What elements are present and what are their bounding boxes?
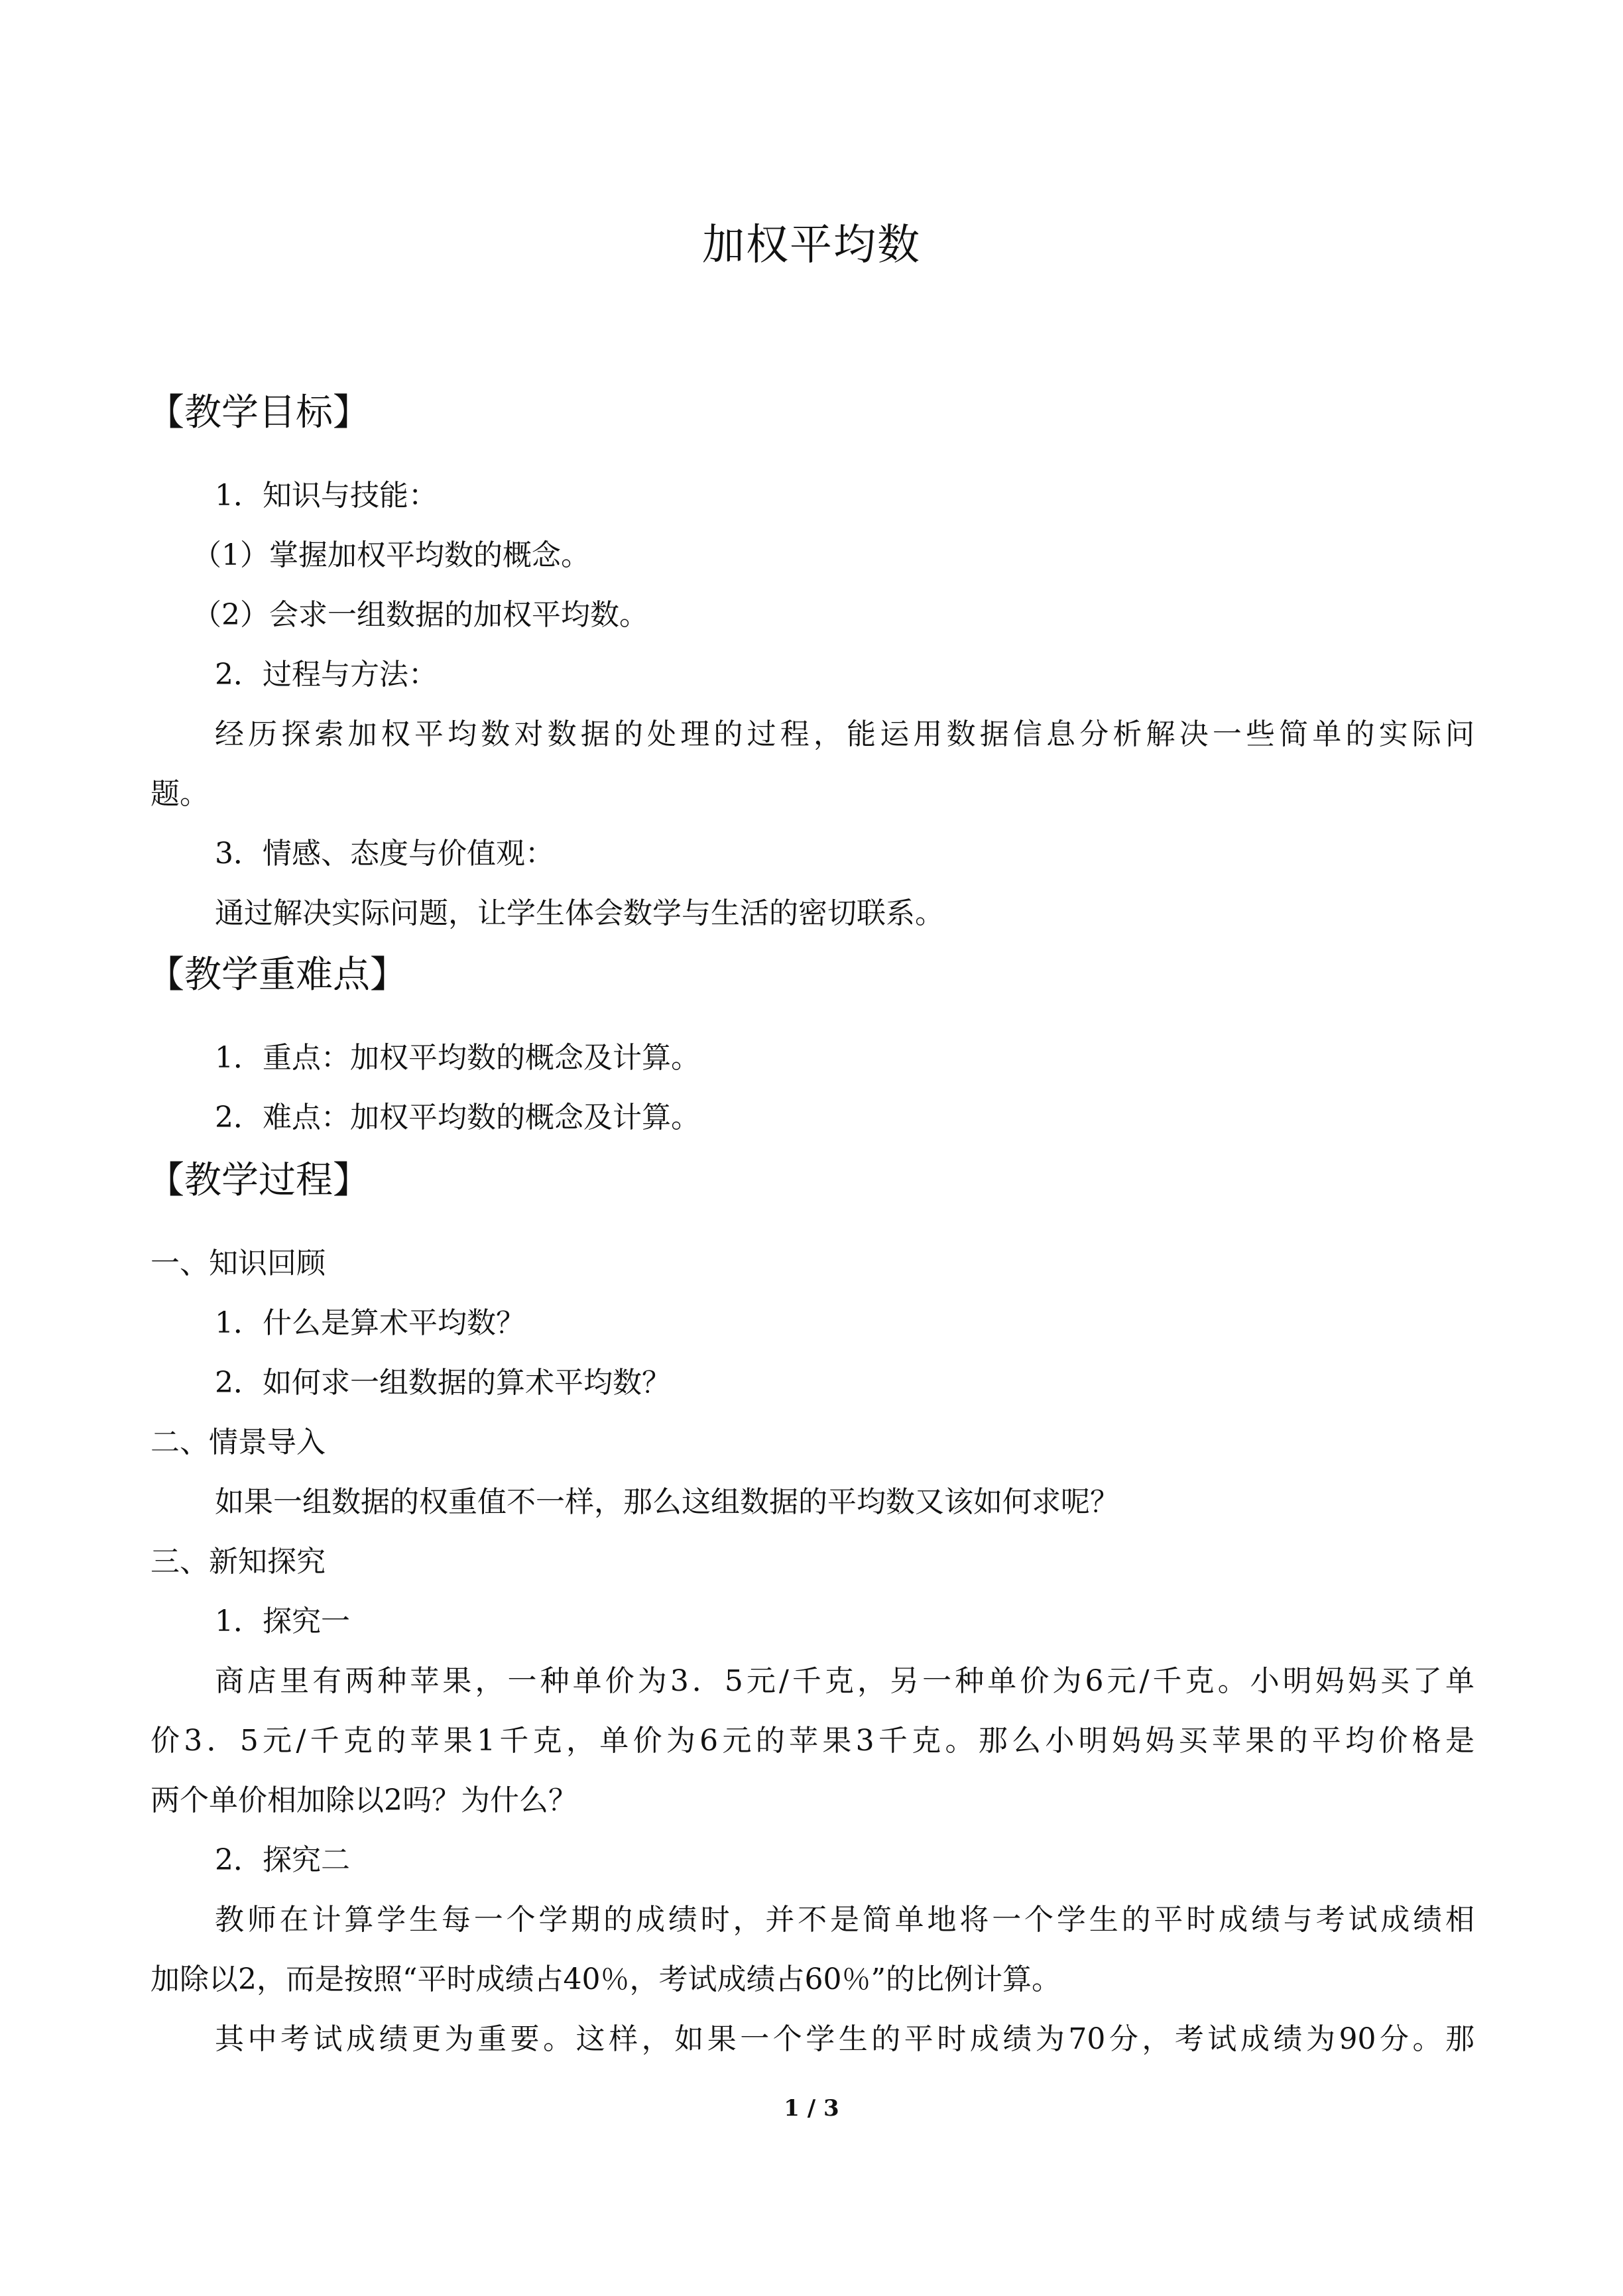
process-line: 其中考试成绩更为重要。这样，如果一个学生的平时成绩为70分，考试成绩为90分。那: [215, 2022, 1474, 2056]
process-line: 2．如何求一组数据的算术平均数？: [215, 1366, 671, 1400]
process-line: 商店里有两种苹果，一种单价为3．5元/千克，另一种单价为6元/千克。小明妈妈买了单: [215, 1664, 1474, 1698]
process-line: 三、新知探究: [150, 1545, 326, 1579]
process-line: 二、情景导入: [150, 1425, 326, 1459]
key-point-line: 2．难点：加权平均数的概念及计算。: [215, 1101, 700, 1134]
document-title: 加权平均数: [702, 221, 921, 270]
process-line: 两个单价相加除以2吗？为什么？: [150, 1783, 577, 1817]
section-heading-key-points: 【教学重难点】: [147, 953, 407, 997]
section-heading-objectives: 【教学目标】: [147, 391, 370, 434]
objective-line: 通过解决实际问题，让学生体会数学与生活的密切联系。: [215, 896, 944, 930]
objective-line: （2）会求一组数据的加权平均数。: [192, 598, 648, 632]
objective-line: 1．知识与技能：: [215, 479, 438, 513]
objective-line: 2．过程与方法：: [215, 658, 438, 692]
key-point-line: 1．重点：加权平均数的概念及计算。: [215, 1041, 700, 1075]
page-number: 1 / 3: [784, 2095, 839, 2122]
process-line: 1．什么是算术平均数？: [215, 1306, 525, 1340]
process-line: 价3．5元/千克的苹果1千克，单价为6元的苹果3千克。那么小明妈妈买苹果的平均价格是: [150, 1724, 1474, 1758]
objective-line: 经历探索加权平均数对数据的处理的过程，能运用数据信息分析解决一些简单的实际问: [215, 717, 1474, 751]
objective-line: 题。: [150, 777, 209, 811]
objective-line: 3．情感、态度与价值观：: [215, 837, 554, 871]
process-line: 1．探究一: [215, 1604, 350, 1638]
process-line: 2．探究二: [215, 1843, 350, 1877]
section-heading-process: 【教学过程】: [147, 1159, 370, 1202]
objective-line: （1）掌握加权平均数的概念。: [192, 538, 590, 572]
process-line: 教师在计算学生每一个学期的成绩时，并不是简单地将一个学生的平时成绩与考试成绩相: [215, 1903, 1474, 1937]
process-line: 如果一组数据的权重值不一样，那么这组数据的平均数又该如何求呢？: [215, 1485, 1119, 1519]
process-line: 一、知识回顾: [150, 1246, 326, 1280]
process-line: 加除以2，而是按照“平时成绩占40％，考试成绩占60％”的比例计算。: [150, 1963, 1061, 1996]
